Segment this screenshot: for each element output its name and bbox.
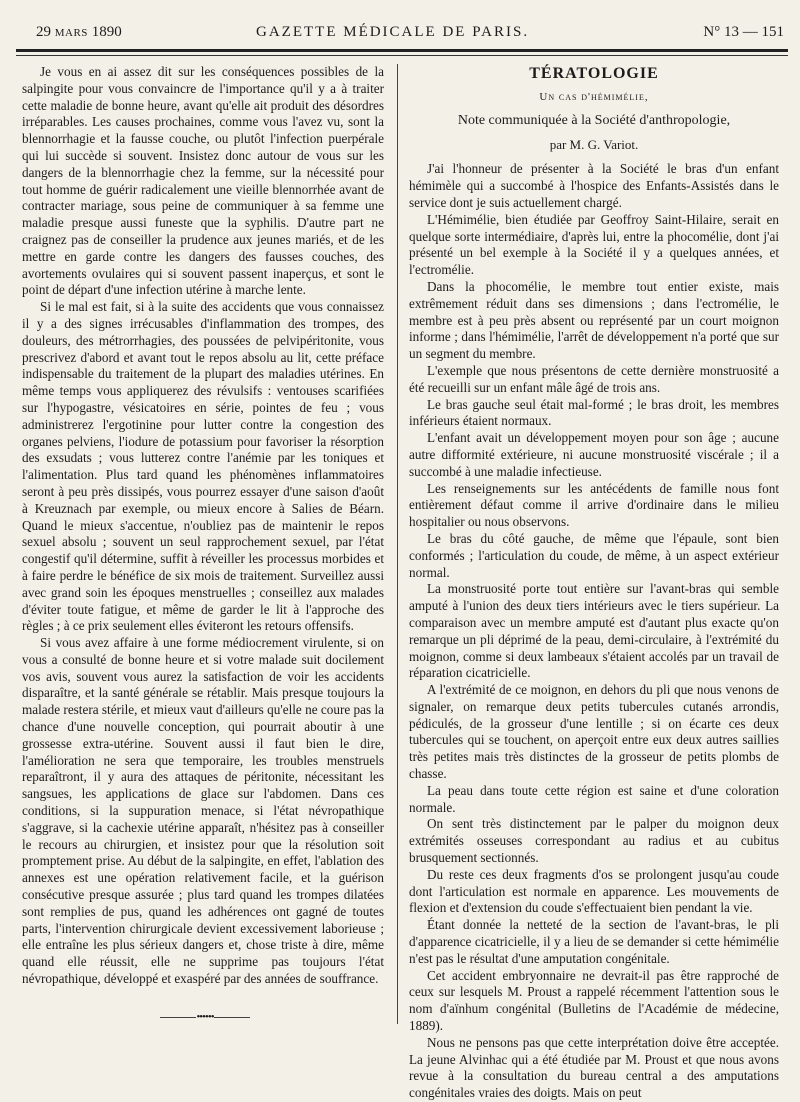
date-month: MARS	[54, 27, 88, 39]
right-paragraph: Les renseignements sur les antécédents de famille nous font entièrement défaut comme il arrive d'ordinaire dans le milieu hospitalier ou nous observons.	[409, 480, 779, 530]
right-paragraph: La monstruosité porte tout entière sur l'avant-bras qui semble amputé à l'union des deux tiers intérieurs avec le tiers supérieur. La comparaison avec un membre amputé est d'autant plus exacte qu'on remarque un pli déprimé de la peau, demi-circulaire, à l'extrémité du moignon, comme si deux lambeaux s'étaient accolés par un travail de réparation cicatricielle.	[409, 581, 779, 681]
right-paragraph: Le bras gauche seul était mal-formé ; le bras droit, les membres inférieurs étaient normaux.	[409, 396, 779, 429]
right-paragraph: L'Hémimélie, bien étudiée par Geoffroy Saint-Hilaire, serait en quelque sorte intermédiaire, d'après lui, entre la phocomélie, dont j'ai présenté un bel exemple à la Société il y a quelques années, et l'ectromélie.	[409, 211, 779, 278]
left-column	[22, 64, 384, 988]
date-day: 29	[36, 24, 51, 40]
right-paragraph: Nous ne pensons pas que cette interprétation doive être acceptée. La jeune Alvinhac qui a été étudiée par M. Proust et que nous avons revue à la consultation du bureau central a des amputations congénitales vraies des doigts. Mais on peut	[409, 1034, 779, 1101]
left-paragraph: Si le mal est fait, si à la suite des accidents que vous connaissez il y a des signes irrécusables d'inflammation des trompes, des douleurs, des métrorrhagies, des poussées de pelvipéritonite, vous prescrivez d'abord et avant tout le repos absolu au lit, cette préface indispensable du traitement de la plupart des maladies utérines. En même temps vous appliquerez des révulsifs : ventouses scarifiées sur l'hypogastre, vésicatoires en série, pointes de feu ; vous administrerez l'ergotinine pour lutter contre la congestion des organes pelviens, l'iodure de potassium pour favoriser la résorption des exsudats ; vous lutterez contre l'anémie par les toniques et l'alimentation. Plus tard quand les phénomènes inflammatoires seront à peu près dissipés, vous pourrez essayer d'une saison d'août à Kreuznach par exemple, ou mieux encore à Salies de Béarn. Quand le mieux s'accentue, n'oubliez pas de maintenir le repos sexuel absolu ; souvent un seul rapprochement sexuel, par l'état congestif qu'il détermine, suffit à réveiller les processus morbides et à faire perdre le bénéfice de six mois de traitement. Surveillez aussi avec grand soin les époques menstruelles ; conseillez aux malades d'éviter toute fatigue, et même de garder le lit à l'approche des règles ; à ce prix seulement elles éviteront les retours offensifs.	[22, 299, 384, 634]
right-column	[409, 64, 779, 1102]
right-paragraph: On sent très distinctement par le palper du moignon deux extrémités osseuses correspondant au radius et au cubitus brusquement sectionnés.	[409, 816, 779, 866]
right-paragraph: A l'extrémité de ce moignon, en dehors du pli que nous venons de signaler, on remarque deux petits tubercules cutanés arrondis, pédiculés, de la grosseur d'une lentille ; si on écarte ces deux tubercules qui se touchent, on aperçoit entre eux deux autres saillies très petites mais très distinctes de la grosseur de petits plombs de chasse.	[409, 682, 779, 782]
right-paragraph: Dans la phocomélie, le membre tout entier existe, mais extrêmement réduit dans ses dimensions ; dans l'ectromélie, le membre est à peu près absent ou représenté par un court moignon informe ; dans l'hémimélie, l'arrêt de développement n'a porté que sur un segment du membre.	[409, 278, 779, 362]
column-divider	[397, 64, 398, 1024]
page-header	[24, 22, 784, 46]
end-ornament: ••••••	[140, 1011, 270, 1023]
left-paragraph: Si vous avez affaire à une forme médiocrement virulente, si on vous a consulté de bonne heure et si votre malade suit docilement vos avis, souvent vous aurez la satisfaction de voir les accidents disparaître, et la santé générale se rétablir. Mais presque toujours la malade restera stérile, et mieux vaut d'ailleurs qu'elle ne coure pas la chance d'une nouvelle conception, qui pourrait aboutir à une grossesse extra-utérine. Souvent aussi il faut bien le dire, l'amélioration ne sera que temporaire, les troubles menstruels reparaîtront, il y aura des attaques de péritonite, nécessitant les sangsues, les applications de glace sur l'abdomen. Dans ces conditions, si la suppuration menace, si l'état névropathique s'aggrave, si la cachexie utérine apparaît, n'hésitez pas à conseiller le recours au chirurgien, et insistez pour que la résolution soit promptement prise. Au début de la salpingite, en effet, l'ablation des annexes est une opération relativement facile, et la guérison consécutive presque assurée ; plus tard quand les trompes dilatées sont remplies de pus, quand les adhérences ont gagné de toutes parts, l'intervention chirurgicale devient excessivement laborieuse ; elle entraîne les plus sérieux dangers et, chose triste à dire, même quand elle réussit, elle ne supprime pas toujours l'état névropathique, développé et exaspéré par des années de souffrance.	[22, 635, 384, 987]
header-rule-thick	[16, 49, 788, 52]
right-paragraph: L'enfant avait un développement moyen pour son âge ; aucune autre difformité extérieure, ni aucune monstruosité viscérale ; il a succombé à une maladie infectieuse.	[409, 430, 779, 479]
issue-number: N° 13 — 151	[703, 24, 784, 40]
right-paragraph: L'exemple que nous présentons de cette dernière monstruosité a été recueilli sur un enfant mâle âgé de trois ans.	[409, 362, 779, 395]
journal-title: GAZETTE MÉDICALE DE PARIS.	[256, 24, 530, 40]
right-paragraph: La peau dans toute cette région est saine et d'une coloration normale.	[409, 782, 779, 815]
article-subtitle: Un cas d'hémimélie,	[539, 90, 649, 103]
header-rule-thin	[16, 55, 788, 56]
left-paragraph: Je vous en ai assez dit sur les conséquences possibles de la salpingite pour vous convaincre de l'importance qu'il y a à traiter cette maladie de bonne heure, avant qu'elle ait produit des désordres irréparables. Les causes prochaines, comme vous l'avez vu, sont la blennorrhagie et la fausse couche, ou plutôt l'infection puerpérale qui lui succède si souvent. Insistez donc autour de vous sur les dangers de la blennorrhagie chez la femme, sur la nécessité pour tout homme de guérir radicalement une vieille blennorrhée avant de contracter mariage, sous peine de communiquer à sa femme une maladie presque aussi funeste que la syphilis. D'autre part ne craignez pas de conseiller la prudence aux jeunes mariés, et de les mettre en garde contre les dangers des fausses couches, des avortements ovulaires qui si souvent passent inaperçus, et sont le point de départ d'une infection utérine à marche lente.	[22, 64, 384, 298]
header-date	[36, 24, 122, 41]
note-title: Note communiquée à la Société d'anthropologie,	[457, 112, 731, 128]
section-title: TÉRATOLOGIE	[529, 65, 659, 82]
right-paragraph: Étant donnée la netteté de la section de l'avant-bras, le pli d'apparence cicatricielle, il y a lieu de se demander si cette hémimélie n'est pas le résultat d'une amputation congénitale.	[409, 917, 779, 966]
right-paragraph: J'ai l'honneur de présenter à la Société le bras d'un enfant hémimèle qui a succombé à l'hospice des Enfants-Assistés dans le service dont je suis actuellement chargé.	[409, 161, 779, 210]
date-year: 1890	[91, 24, 122, 40]
right-paragraph: Le bras du côté gauche, de même que l'épaule, sont bien conformés ; l'articulation du coude, de même, à un aspect extérieur normal.	[409, 530, 779, 580]
right-paragraph: Cet accident embryonnaire ne devrait-il pas être rapproché de ceux sur lesquels M. Proust a rappelé récemment l'attention sous le nom d'aïnhum congénital (Bulletins de l'Académie de médecine, 1889).	[409, 967, 779, 1034]
right-paragraph: Du reste ces deux fragments d'os se prolongent jusqu'au coude dont l'articulation est normale en apparence. Les mouvements de flexion et d'extension du coude s'effectuaient bien pendant la vie.	[409, 866, 779, 916]
article-author: par M. G. Variot.	[549, 136, 639, 152]
